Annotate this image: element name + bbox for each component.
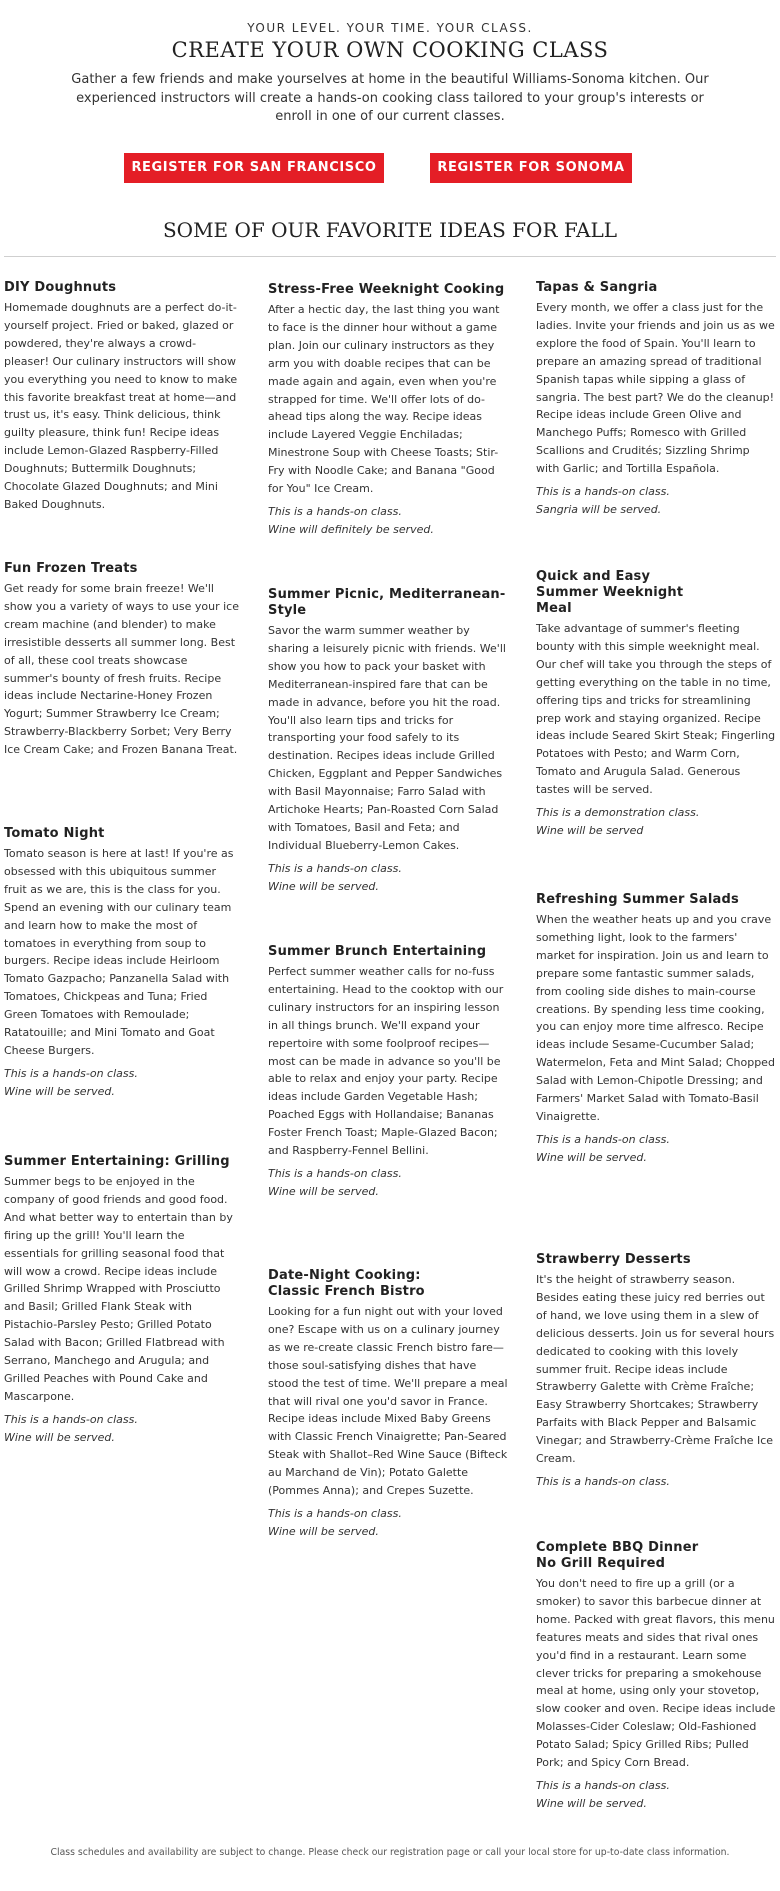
class-title: Summer Brunch Entertaining xyxy=(268,944,487,959)
class-title: Tomato Night xyxy=(4,826,105,841)
class-wine-note: Wine will be served. xyxy=(268,879,379,893)
class-card-summer-picnic xyxy=(268,587,508,896)
class-description: You don't need to fire up a grill (or a smoker) to savor this barbecue dinner at home. Packed with great flavors, this menu features meats and sides that rival ones you'd find in a restaurant. Learn some clever tricks for preparing a smokehouse meal at home, using only your stovetop, slow cooker and oven. Recipe ideas include Molasses-Cider Coleslaw; Old-Fashioned Potato Salad; Spicy Grilled Ribs; Pulled Pork; and Spicy Corn Bread. xyxy=(536,1577,776,1770)
section-heading: SOME OF OUR FAVORITE IDEAS FOR FALL xyxy=(162,218,618,242)
class-description: Homemade doughnuts are a perfect do-it-yourself project. Fried or baked, glazed or powdered, they're always a crowd-pleaser! Our culinary instructors will show you everything you need to know to make this favorite breakfast treat at home—and trust us, it's easy. Think delicious, think guilty pleasure, think fun! Recipe ideas include Lemon-Glazed Raspberry-Filled Doughnuts; Buttermilk Doughnuts; Chocolate Glazed Doughnuts; and Mini Baked Doughnuts. xyxy=(4,301,238,511)
class-format-note: This is a hands-on class. xyxy=(536,1474,670,1488)
class-card-summer-grilling xyxy=(4,1154,240,1447)
footer-disclaimer: Class schedules and availability are subject to change. Please check our registration page or call your local store for up-to-date class information. xyxy=(50,1847,730,1858)
class-wine-note: Wine will be served. xyxy=(4,1430,115,1444)
class-title: DIY Doughnuts xyxy=(4,280,117,295)
class-wine-note: Wine will definitely be served. xyxy=(268,522,434,536)
class-wine-note: Wine will be served. xyxy=(4,1084,115,1098)
register-sonoma-button[interactable]: REGISTER FOR SONOMA > xyxy=(430,153,632,183)
intro-text: Gather a few friends and make yourselves at home in the beautiful Williams-Sonoma kitchen. Our experienced instructors will create a hands-on cooking class tailored to your group's interests or enroll in one of our current classes. xyxy=(71,72,709,124)
class-wine-note: Wine will be served xyxy=(536,823,644,837)
class-description: Summer begs to be enjoyed in the company of good friends and good food. And what better way to entertain than by firing up the grill! You'll learn the essentials for grilling seasonal food that will wow a crowd. Recipe ideas include Grilled Shrimp Wrapped with Prosciutto and Basil; Grilled Flank Steak with Pistachio-Parsley Pesto; Grilled Potato Salad with Bacon; Grilled Flatbread with Serrano, Manchego and Arugula; and Grilled Peaches with Pound Cake and Mascarpone. xyxy=(4,1175,233,1403)
class-wine-note: Wine will be served. xyxy=(536,1150,647,1164)
class-format-note: This is a hands-on class. xyxy=(268,1506,402,1520)
class-title: Quick and Easy Summer Weeknight Meal xyxy=(536,569,684,616)
class-wine-note: Wine will be served. xyxy=(536,1796,647,1810)
class-description: Looking for a fun night out with your loved one? Escape with us on a culinary journey as we re-create classic French bistro fare—those soul-satisfying dishes that have stood the test of time. We'll prepare a meal that will rival one you'd savor in France. Recipe ideas include Mixed Baby Greens with Classic French Vinaigrette; Pan-Seared Steak with Shallot–Red Wine Sauce (Bifteck au Marchand de Vin); Potato Galette (Pommes Anna); and Crepes Suzette. xyxy=(268,1305,508,1498)
class-card-summer-brunch xyxy=(268,944,508,1201)
class-description: Tomato season is here at last! If you're as obsessed with this ubiquitous summer fruit as we are, this is the class for you. Spend an evening with our culinary team and learn how to make the most of tomatoes in everything from soup to burgers. Recipe ideas include Heirloom Tomato Gazpacho; Panzanella Salad with Tomatoes, Chickpeas and Tuna; Fried Green Tomatoes with Remoulade; Ratatouille; and Mini Tomato and Goat Cheese Burgers. xyxy=(4,847,234,1057)
class-format-note: This is a hands-on class. xyxy=(268,861,402,875)
class-description: It's the height of strawberry season. Besides eating these juicy red berries out of hand, we love using them in a slew of delicious desserts. Join us for several hours dedicated to cooking with this lovely summer fruit. Recipe ideas include Strawberry Galette with Crème Fraîche; Easy Strawberry Shortcakes; Strawberry Parfaits with Black Pepper and Balsamic Vinegar; and Strawberry-Crème Fraîche Ice Cream. xyxy=(536,1273,775,1466)
eyebrow-text: YOUR LEVEL. YOUR TIME. YOUR CLASS. xyxy=(247,21,533,35)
class-title: Strawberry Desserts xyxy=(536,1252,691,1267)
class-wine-note: Sangria will be served. xyxy=(536,502,662,516)
class-description: Perfect summer weather calls for no-fuss entertaining. Head to the cooktop with our culinary instructors for an inspiring lesson in all things brunch. We'll expand your repertoire with some foolproof recipes—most can be made in advance so you'll be able to relax and enjoy your party. Recipe ideas include Garden Vegetable Hash; Poached Eggs with Hollandaise; Bananas Foster French Toast; Maple-Glazed Bacon; and Raspberry-Fennel Bellini. xyxy=(268,965,504,1158)
class-format-note: This is a hands-on class. xyxy=(536,485,670,499)
page-title: CREATE YOUR OWN COOKING CLASS xyxy=(171,38,609,62)
class-card-tapas-sangria xyxy=(536,280,776,519)
class-title: Complete BBQ Dinner No Grill Required xyxy=(536,1540,699,1571)
class-format-note: This is a hands-on class. xyxy=(536,1132,670,1146)
divider xyxy=(4,256,776,257)
class-description: Take advantage of summer's fleeting bounty with this simple weeknight meal. Our chef will take you through the steps of getting everything on the table in no time, offering tips and tricks for streamlining prep work and staying organized. Recipe ideas include Seared Skirt Steak; Fingerling Potatoes with Pesto; and Warm Corn, Tomato and Arugula Salad. Generous tastes will be served. xyxy=(536,622,776,797)
class-title: Stress-Free Weeknight Cooking xyxy=(268,282,505,297)
class-format-note: This is a hands-on class. xyxy=(4,1066,138,1080)
class-format-note: This is a hands-on class. xyxy=(268,504,402,518)
class-wine-note: Wine will be served. xyxy=(268,1524,379,1538)
class-description: Get ready for some brain freeze! We'll show you a variety of ways to use your ice cream machine (and blender) to make irresistible desserts all summer long. Best of all, these cool treats showcase summer's bounty of fresh fruits. Recipe ideas include Nectarine-Honey Frozen Yogurt; Summer Strawberry Ice Cream; Strawberry-Blackberry Sorbet; Very Berry Ice Cream Cake; and Frozen Banana Treat. xyxy=(4,582,239,757)
class-card-summer-salads xyxy=(536,892,776,1167)
class-card-stress-free-weeknight xyxy=(268,282,508,539)
class-title: Date-Night Cooking: Classic French Bistro xyxy=(268,1268,425,1299)
class-title: Tapas & Sangria xyxy=(536,280,658,295)
register-san-francisco-button[interactable]: REGISTER FOR SAN FRANCISCO > xyxy=(124,153,384,183)
class-card-fun-frozen-treats xyxy=(4,561,240,764)
class-card-tomato-night xyxy=(4,826,240,1101)
class-wine-note: Wine will be served. xyxy=(268,1184,379,1198)
class-card-strawberry-desserts xyxy=(536,1252,776,1491)
class-title: Refreshing Summer Salads xyxy=(536,892,739,907)
class-format-note: This is a hands-on class. xyxy=(4,1412,138,1426)
class-title: Summer Entertaining: Grilling xyxy=(4,1154,230,1169)
class-format-note: This is a hands-on class. xyxy=(536,1778,670,1792)
class-description: When the weather heats up and you crave something light, look to the farmers' market for inspiration. Join us and learn to prepare some fantastic summer salads, from cooling side dishes to main-course creations. By spending less time cooking, you can enjoy more time alfresco. Recipe ideas include Sesame-Cucumber Salad; Watermelon, Feta and Mint Salad; Chopped Salad with Lemon-Chipotle Dressing; and Farmers' Market Salad with Tomato-Basil Vinaigrette. xyxy=(536,913,775,1123)
class-card-date-night-bistro xyxy=(268,1268,508,1541)
class-format-note: This is a hands-on class. xyxy=(268,1166,402,1180)
class-card-diy-doughnuts xyxy=(4,280,240,519)
class-format-note: This is a demonstration class. xyxy=(536,806,700,820)
class-title: Fun Frozen Treats xyxy=(4,561,138,576)
class-description: Savor the warm summer weather by sharing a leisurely picnic with friends. We'll show you how to pack your basket with Mediterranean-inspired fare that can be made in advance, before you hit the road. You'll also learn tips and tricks for transporting your food safely to its destination. Recipes ideas include Grilled Chicken, Eggplant and Pepper Sandwiches with Basil Mayonnaise; Farro Salad with Artichoke Hearts; Pan-Roasted Corn Salad with Tomatoes, Basil and Feta; and Individual Blueberry-Lemon Cakes. xyxy=(268,624,506,852)
class-card-quick-easy-summer xyxy=(536,569,776,840)
class-description: Every month, we offer a class just for the ladies. Invite your friends and join us as we explore the food of Spain. You'll learn to prepare an amazing spread of traditional Spanish tapas while sipping a glass of sangria. The best part? We do the cleanup! Recipe ideas include Green Olive and Manchego Puffs; Romesco with Grilled Scallions and Crudités; Sizzling Shrimp with Garlic; and Tortilla Española. xyxy=(536,301,775,476)
class-description: After a hectic day, the last thing you want to face is the dinner hour without a game plan. Join our culinary instructors as they arm you with doable recipes that can be made again and again, even when you're strapped for time. We'll offer lots of do-ahead tips along the way. Recipe ideas include Layered Veggie Enchiladas; Minestrone Soup with Cheese Toasts; Stir-Fry with Noodle Cake; and Banana "Good for You" Ice Cream. xyxy=(268,303,500,496)
class-card-complete-bbq xyxy=(536,1540,776,1813)
class-title: Summer Picnic, Mediterranean-Style xyxy=(268,587,506,618)
